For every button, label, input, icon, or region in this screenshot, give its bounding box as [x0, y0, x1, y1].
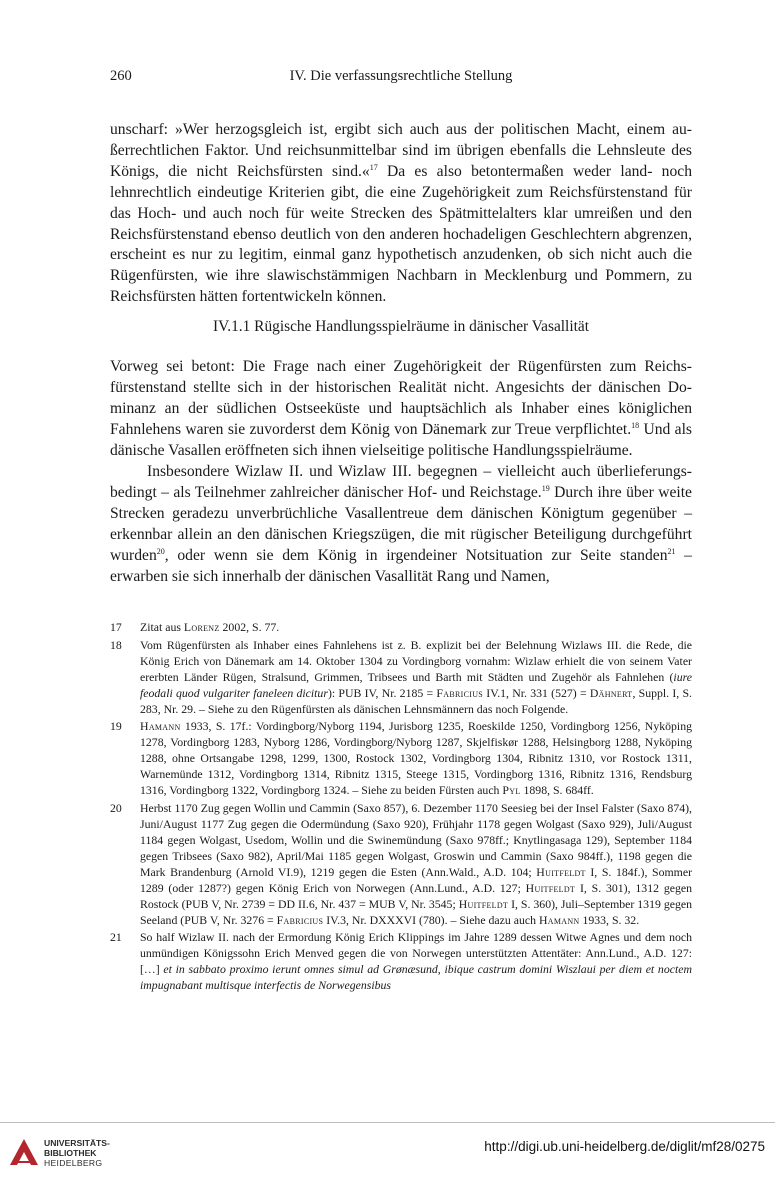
footnote-19-text-b: 1898, S. 684ff.: [520, 783, 594, 797]
footnotes: [110, 619, 692, 995]
footnote-20-text-b: I, S. 184f.), Sommer 1289 (oder 1287?) gegen König Erich von Norwegen (Ann.Lund., A.D. 127;: [140, 864, 692, 895]
footnote-ref-17[interactable]: 17: [369, 162, 378, 172]
author-name: Huitfeldt: [458, 896, 509, 911]
footnote-number: 21: [110, 930, 122, 944]
logo-mark-stripe: [12, 1161, 36, 1163]
footnote-number: 19: [110, 719, 122, 733]
footnote-20-text-a: Herbst 1170 Zug gegen Wollin und Cammin (Saxo 857), 6. Dezember 1170 Seesieg bei der Insel Falster (Saxo 874), Juni/August 1177 Zug gegen die Odermündung (Saxo 920), Frühjahr 1178 gegen Wolgast (Saxo 929), Juli/August 1184 gegen Wolgast, Usedom, Wollin und die Swinemündung (Saxo 978ff.; Knytlingasaga 129), September 1184 gegen Tribsees (Saxo 982), April/Mai 1185 gegen Wolgast, Groswin und Cammin (Saxo 984ff.), 1198 gegen die Mark Brandenburg (Arnold VI.9), 1219 gegen die Esten (Ann.Wald., A.D. 104;: [140, 800, 692, 879]
author-name: Fabricius: [276, 912, 324, 927]
paragraph-1-text-a: unscharf: »Wer herzogsgleich ist, ergibt sich auch aus der politischen Macht, einem außerrechtlichen Faktor. Und reichsunmittelbar sind im übrigen ebenfalls die Lehnsleute des Königs, die nicht Reichsfürsten sind.«: [110, 121, 692, 180]
footnote-text: [140, 619, 692, 635]
footnote-19-text-a: 1933, S. 17f.: Vordingborg/Nyborg 1194, Jurisborg 1235, Roeskilde 1250, Vordingborg 1256, Nyköping 1278, Vordingborg 1283, Nyborg 1286, Vordingborg/Nyborg 1287, Skjelfiskør 1288, Helsingborg 1288, Nyköping 1288, ohne Ortsangabe 1298, 1299, 1300, Rostock 1302, Vordingborg 1304, Ribnitz 1310, vor Rostock 1311, Warnemünde 1312, Vordingborg 1314, Ribnitz 1315, Steege 1315, Vordingborg 1316, Ribnitz 1316, Rendsburg 1316, Vordingborg 1322, Vordingborg 1324. – Siehe zu beiden Fürsten auch: [140, 719, 692, 797]
author-name: Fabricius: [436, 685, 484, 700]
footnote-ref-21[interactable]: 21: [667, 546, 676, 556]
footnote-text: [140, 637, 692, 717]
footnote-number: 18: [110, 637, 122, 652]
page-number: 260: [110, 68, 132, 84]
author-name: Hamann: [140, 719, 181, 733]
footnote-18-text-d: , Suppl. I, S. 283, Nr. 29. – Siehe zu den Rügenfürsten als dänischen Lehnsmännern das noch Folgende.: [140, 685, 692, 716]
logo-line-2: BIBLIOTHEK: [44, 1148, 97, 1158]
section-heading: IV.1.1 Rügische Handlungsspielräume in dänischer Vasallität: [212, 318, 589, 335]
footnote-ref-20[interactable]: 20: [156, 546, 165, 556]
logo-line-3: HEIDELBERG: [44, 1158, 103, 1168]
running-title: IV. Die verfassungsrechtliche Stellung: [289, 68, 513, 84]
author-name: Hamann: [538, 912, 580, 927]
latin-quote: iure feodali quod vulgariter faneleen dicitur: [140, 669, 692, 700]
paragraph-1-text-b: Da es also betontermaßen weder land- noch lehnrechtlich eindeutige Kriterien gibt, die eine Zugehörigkeit zum Reichsfürstenstand für das Hoch- und auch noch für weite Strecken des Spätmittelalters klar umreißen und den Reichsfürstenstand ebenso deutlich von den anderen hochadeligen Geschlechtern abgrenzen, erscheint es nur zu legitim, einmal ganz hypothetisch anzudenken, ob sich nicht auch die Rügenfürsten, wie ihre slawischstämmigen Nachbarn in Mecklenburg und Pommern, zu Reichsfürsten hätten fortentwickeln können.: [110, 162, 692, 306]
author-name: Dähnert: [589, 685, 633, 700]
footnote-number: 17: [110, 620, 122, 634]
author-name: Huitfeldt: [536, 864, 586, 879]
footnote-18-text-b: ): PUB IV, Nr. 2185 =: [327, 685, 437, 700]
footnote-text: [140, 718, 692, 798]
paragraph-1: [110, 120, 692, 308]
footer-bar: [0, 1122, 775, 1184]
footnote-17-text-a: Zitat aus: [140, 620, 184, 634]
paragraph-2-text-a: Vorweg sei betont: Die Frage nach einer Zugehörigkeit der Rügenfürsten zum Reichsfürstenstand stellte sich in der historischen Realität nicht. Angesichts der dänischen Dominanz an der südlichen Ostseeküste und hauptsächlich als Inhaber eines königlichen Fahnlehens waren sie zuvorderst dem König von Dänemark zur Treue verpflichtet.: [110, 358, 692, 438]
author-name: Lorenz: [183, 620, 220, 634]
logo-text: [44, 1138, 110, 1168]
page-header: [110, 68, 692, 90]
footnote-18: [110, 637, 692, 717]
footnote-20-text-f: 1933, S. 32.: [579, 912, 640, 927]
author-name: Huitfeldt: [525, 880, 576, 895]
footnote-ref-18[interactable]: 18: [631, 420, 640, 430]
paragraph-2: [110, 357, 692, 462]
source-url-link[interactable]: http://digi.ub.uni-heidelberg.de/diglit/mf28/0275: [484, 1139, 765, 1154]
footnote-18-text-a: Vom Rügenfürsten als Inhaber eines Fahnlehens ist z. B. explizit bei der Belehnung Wizlaws III. die Rede, die König Erich von Dänemark am 14. Oktober 1304 zu Vordingborg vornahm: Wizlaw erhielt die von seinem Vater ererbten Länder Rügen, Stralsund, Grimmen, Tribsees und Barth mit Städten und Zugehör als Fahnlehen (: [140, 637, 692, 684]
footnote-21: [110, 929, 692, 993]
footnote-text: [140, 929, 692, 993]
library-logo-icon: [8, 1135, 40, 1169]
footnote-ref-19[interactable]: 19: [541, 483, 550, 493]
footnote-20-text-e: IV.3, Nr. DXXXVI (780). – Siehe dazu auch: [323, 912, 539, 927]
paragraph-3-text-c: , oder wenn sie dem König in irgendeiner Notsituation zur Seite standen: [164, 546, 668, 564]
footnote-20-text-c: I, S. 301), 1312 gegen Rostock (PUB V, Nr. 2739 = DD II.6, Nr. 437 = MUB V, Nr. 3545;: [140, 880, 692, 911]
footnote-18-text-c: IV.1, Nr. 331 (527) =: [483, 685, 590, 700]
library-logo[interactable]: [8, 1135, 128, 1175]
logo-line-1: UNIVERSITÄTS-: [44, 1138, 110, 1148]
footnote-20-text-d: I, S. 360), Juli–September 1319 gegen Seeland (PUB V, Nr. 3276 =: [140, 896, 692, 927]
footnote-20: [110, 800, 692, 928]
footnote-19: [110, 718, 692, 798]
paragraph-3-text-b: Durch ihre über weite Strecken geradezu unverbrüchliche Vasallentreue dem dänischen Königtum gegenüber – erkennbar allein an den dänischen Kriegszügen, die mit rügischer Beteiligung durchgeführt wurden: [110, 483, 692, 564]
paragraph-2-text-b: Und als dänische Vasallen eröffneten sich ihnen vielseitige politische Handlungsspielräume.: [110, 420, 692, 459]
paragraph-3-text-a: Insbesondere Wizlaw II. und Wizlaw III. begegnen – vielleicht auch überlieferungsbedingt – als Teilnehmer zahlreicher dänischer Hof- und Reichstage.: [110, 463, 692, 501]
paragraph-3: [110, 462, 692, 587]
footnote-number: 20: [110, 800, 122, 815]
footnote-17: [110, 619, 692, 635]
paragraph-3-text-d: – erwarben sie sich innerhalb der dänischen Vasallität Rang und Namen,: [110, 546, 692, 585]
footnote-17-text-b: 2002, S. 77.: [219, 620, 280, 634]
latin-quote: et in sabbato proximo ierunt omnes simul ad Grønæsund, ibique castrum domini Wiszlaui per diem et noctem impugnabant multisque interfectis de Norwegensibus: [140, 962, 692, 992]
footnote-21-text-a: So half Wizlaw II. nach der Ermordung König Erich Klippings im Jahre 1289 dessen Witwe Agnes und dem noch unmündigen Königssohn Erich Menved gegen die von Norwegen unterstützten Attentäter: Ann.Lund., A.D. 127: […]: [140, 930, 692, 976]
footnote-text: [140, 800, 692, 928]
author-name: Pyl: [502, 783, 521, 797]
